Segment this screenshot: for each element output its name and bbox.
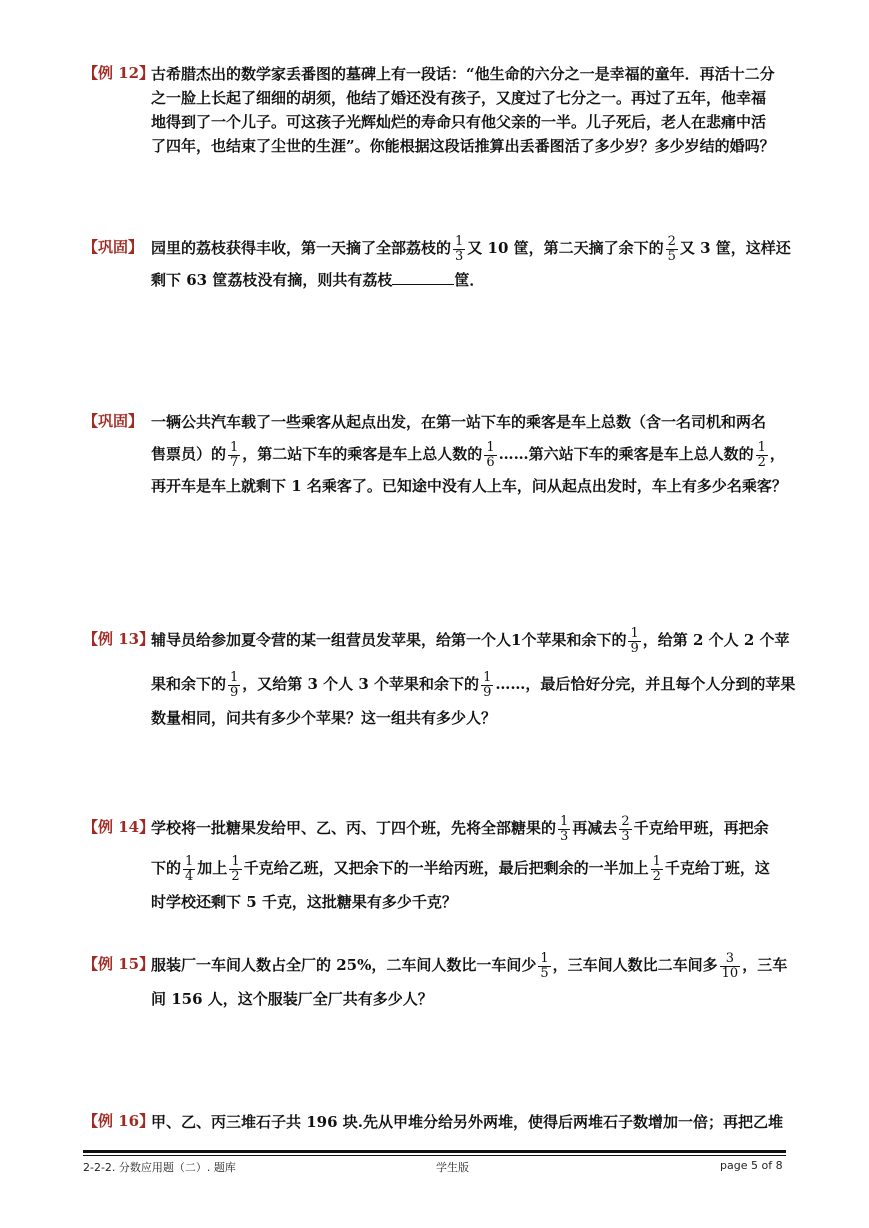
fraction: $\frac{3}{10}$: [721, 950, 739, 981]
fraction: $\frac{1}{2}$: [231, 853, 240, 884]
problem-tag: 【巩固】: [83, 238, 144, 256]
problem-example-16: [83, 1110, 788, 1134]
footer-rule: [83, 1150, 786, 1153]
problem-text-line: 了四年，也结束了尘世的生涯”。你能根据这段话推算出丢番图活了多少岁？多少岁结的婚吗？: [151, 137, 775, 155]
problem-text-line: 学校将一批糖果发给甲、乙、丙、丁四个班，先将全部糖果的 $\frac{1}{3}$ 再减去 $\frac{2}{3}$ 千克给甲班，再把余: [151, 813, 769, 844]
problem-text-line: 一辆公共汽车载了一些乘客从起点出发，在第一站下车的乘客是车上总数（含一名司机和两名: [151, 413, 767, 431]
footer-rule: [83, 1155, 786, 1156]
problem-tag: 【例 13】: [83, 630, 155, 648]
fraction: $\frac{1}{4}$: [185, 853, 194, 884]
problem-tag: 【例 16】: [83, 1112, 155, 1130]
problem-text-line: 地得到了一个儿子。可这孩子光辉灿烂的寿命只有他父亲的一半。儿子死后，老人在悲痛中活: [151, 113, 767, 131]
problem-example-12: [83, 62, 788, 158]
fraction: $\frac{1}{3}$: [455, 233, 464, 264]
fraction: $\frac{1}{5}$: [540, 950, 549, 981]
fraction: $\frac{1}{6}$: [486, 439, 495, 470]
footer-center: 学生版: [436, 1161, 469, 1174]
problem-tag: 【巩固】: [83, 412, 144, 430]
problem-tag: 【例 15】: [83, 955, 155, 973]
problem-text-line: 下的 $\frac{1}{4}$ 加上 $\frac{1}{2}$ 千克给乙班，又把余下的一半给丙班，最后把剩余的一半加上 $\frac{1}{2}$ 千克给丁班，这: [151, 853, 770, 884]
problem-practice-2: [83, 410, 788, 498]
problem-text-line: 辅导员给参加夏令营的某一组营员发苹果，给第一个人1个苹果和余下的 $\frac{1}{9}$ ，给第 2 个人 2 个苹: [151, 625, 790, 656]
problem-text-line: 再开车是车上就剩下 1 名乘客了。已知途中没有人上车，问从起点出发时，车上有多少名乘客？: [151, 477, 787, 495]
problem-text-line: 服装厂一车间人数占全厂的 25%，二车间人数比一车间少 $\frac{1}{5}$ ，三车间人数比二车间多 $\frac{3}{10}$ ，三车: [151, 950, 788, 981]
fraction: $\frac{2}{5}$: [667, 233, 676, 264]
problem-practice-1: [83, 228, 791, 292]
problem-tag: 【例 14】: [83, 818, 155, 836]
problem-example-14: [83, 808, 788, 914]
fraction: $\frac{1}{9}$: [483, 669, 492, 700]
problem-text-line: 时学校还剩下 5 千克，这批糖果有多少千克？: [151, 893, 457, 911]
problem-text-line: 售票员）的 $\frac{1}{7}$ ，第二站下车的乘客是车上总人数的 $\frac{1}{6}$ ……第六站下车的乘客是车上总人数的 $\frac{1}{2}$ ，: [151, 439, 785, 470]
answer-blank[interactable]: [392, 270, 454, 285]
fraction: $\frac{1}{9}$: [230, 669, 239, 700]
fraction: $\frac{1}{2}$: [652, 853, 661, 884]
footer-left: 2-2-2. 分数应用题（二）. 题库: [83, 1161, 236, 1174]
problem-text-line: 间 156 人，这个服装厂全厂共有多少人？: [151, 990, 433, 1008]
footer-page-number: page 5 of 8: [720, 1159, 783, 1172]
problem-text-line: 之一脸上长起了细细的胡须，他结了婚还没有孩子，又度过了七分之一。再过了五年，他幸福: [151, 89, 767, 107]
problem-text-line: 数量相同，问共有多少个苹果？这一组共有多少人？: [151, 709, 497, 727]
fraction: $\frac{1}{2}$: [757, 439, 766, 470]
fraction: $\frac{1}{3}$: [560, 813, 569, 844]
fraction: $\frac{1}{7}$: [230, 439, 239, 470]
problem-tag: 【例 12】: [83, 64, 155, 82]
problem-text-line: 古希腊杰出的数学家丢番图的墓碑上有一段话：“他生命的六分之一是幸福的童年．再活十二分: [151, 65, 775, 83]
problem-text-line: 园里的荔枝获得丰收，第一天摘了全部荔枝的 $\frac{1}{3}$ 又 10 筐，第二天摘了余下的 $\frac{2}{5}$ 又 3 筐，这样还: [151, 233, 791, 264]
problem-example-13: [83, 620, 796, 730]
problem-text-line: 果和余下的 $\frac{1}{9}$ ，又给第 3 个人 3 个苹果和余下的 $\frac{1}{9}$ ……，最后恰好分完，并且每个人分到的苹果: [151, 669, 796, 700]
problem-text-line: 剩下 63 筐荔枝没有摘，则共有荔枝 筐．: [151, 271, 485, 289]
problem-text-line: 甲、乙、丙三堆石子共 196 块.先从甲堆分给另外两堆，使得后两堆石子数增加一倍；再把乙堆: [151, 1113, 783, 1131]
fraction: $\frac{1}{9}$: [630, 625, 639, 656]
problem-example-15: [83, 945, 788, 1011]
fraction: $\frac{2}{3}$: [621, 813, 630, 844]
